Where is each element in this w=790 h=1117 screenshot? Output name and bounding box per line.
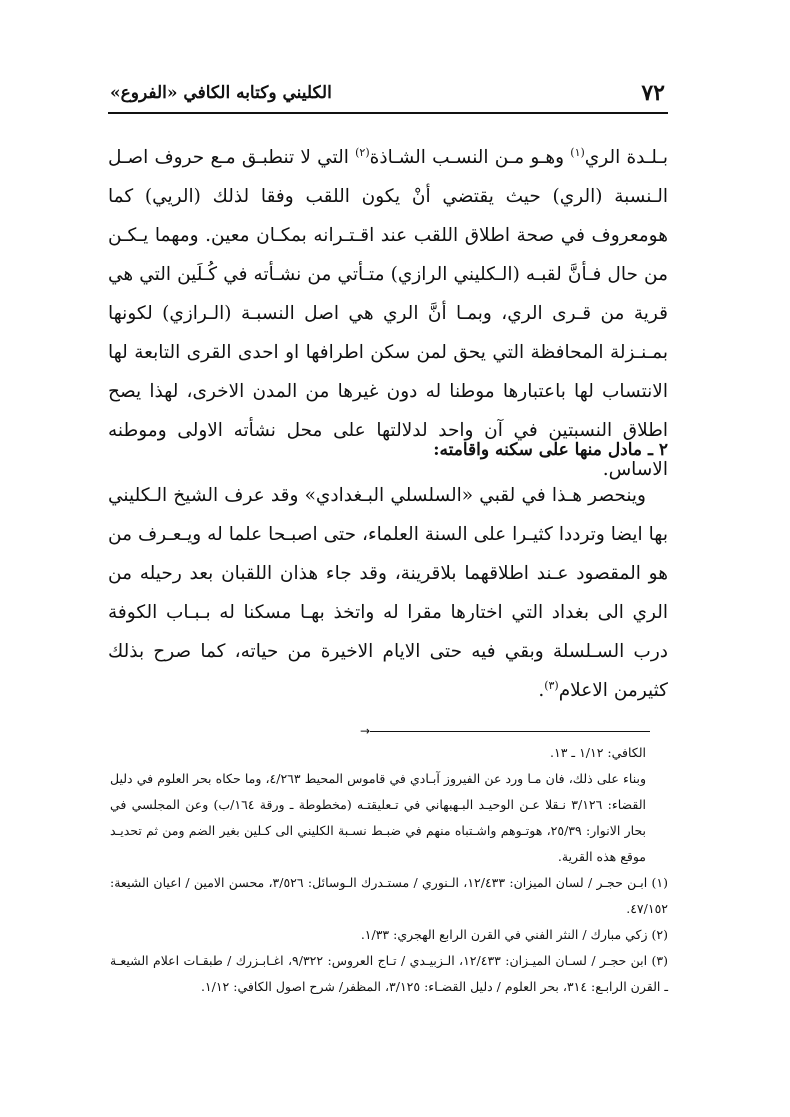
footnote-continuation-line-2: وبناء على ذلك، فان مـا ورد عن الفيروز آبـادي في قاموس المحيط ٤/٢٦٣، وما حكاه بحر العلوم في دليل القضاء: ٣/١٢٦ نـقلا عـن الوحيـد البـهبهاني في تـعليقتـه (مخطوطة ـ ورقة ١٦٤/ب) وعن المجلسي في بحار الانوار: ٢٥/٣٩، هوتـوهم واشـتباه منهم في ضبـط نسـبة الكليني الى كـلين بغير الضم ومن ثم تحديـد موقع هذه القرية. <box>110 771 646 864</box>
footnote-2: (٢) زكي مبارك / النثر الفني في القرن الرابع الهجري: ١/٣٣. <box>360 927 668 942</box>
paragraph-1-text-c: التي لا تنطبـق مـع حروف اصـل الـنسبة (الري) حيث يقتضي أنْ يكون اللقب وفقا لذلك (الريي) كما هومعروف في صحة اطلاق اللقب عند اقـتـرانه بمكـان معين. ومهما يـكـن من حال فـأنَّ لقبـه (الـكليني الرازي) متـأتي من نشـأته في كُـلَين التي هي قرية من قـرى الري، وبمـا أنَّ الري هي اصل النسبـة (الـرازي) لكونها بمـنـزلة المحافظة التي يحق لمن سكن اطرافها او احدى القرى التابعة لها الانتساب لها باعتبارها موطنا له دون غيرها من المدن الاخرى، لهذا يصح اطلاق النسبتين في آن واحد لدلالتها على محل نشأته الاولى وموطنه الاساس. <box>108 147 668 480</box>
paragraph-2 <box>108 476 668 710</box>
footnote-1: (١) ابـن حجـر / لسان الميزان: ١٢/٤٣٣، الـنوري / مستـدرك الـوسائل: ٣/٥٢٦، محسن الامين / اعيان الشيعة: ٤٧/١٥٢. <box>110 875 669 916</box>
paragraph-1 <box>108 138 668 489</box>
footnote-continuation-arrow-icon: → <box>360 724 371 738</box>
page-header <box>110 78 665 108</box>
footnotes <box>110 740 668 1000</box>
paragraph-1-text-a: بـلـدة الري <box>584 147 668 168</box>
footnote-ref-2: (٢) <box>355 145 370 159</box>
paragraph-2-text-a: وينحصر هـذا في لقبي «السلسلي البـغدادي» وقد عرف الشيخ الـكليني بها ايضا وترددا كثيـرا على السنة العلماء، حتى اصبـحا علما له ويـعـرف من هو المقصود عـند اطلاقهما بلاقرينة، وقد جاء هذان اللقبان بعد رحيله من الري الى بغداد التي اختارها مقرا له واتخذ بهـا مسكنا له بـبـاب الكوفة درب السـلسلة وبقي فيه حتى الايام الاخيرة من حياته، كما صرح بذلك كثيرمن الاعلام <box>108 485 668 701</box>
running-title: الكليني وكتابه الكافي «الفروع» <box>110 83 332 103</box>
section-heading: ٢ ـ مادل منها على سكنه واقامته: <box>433 440 668 460</box>
footnote-ref-3: (٣) <box>544 678 559 692</box>
header-rule <box>108 112 668 114</box>
footnote-rule <box>370 731 650 732</box>
page-number: ٧٢ <box>641 80 665 106</box>
paragraph-1-text-b: وهـو مـن النسـب الشـاذة <box>369 147 571 168</box>
footnote-3: (٣) ابن حجـر / لسـان الميـزان: ١٢/٤٣٣، الـزبيـدي / تـاج العروس: ٩/٣٢٢، اغـابـزرك / طبقـات اعلام الشيعـة ـ القرن الرابـع: ٣١٤، بحر العلوم / دليل القضـاء: ٣/١٢٥، المظفر/ شرح اصول الكافي: ١/١٢. <box>110 953 668 994</box>
paragraph-2-text-b: . <box>538 680 545 701</box>
footnote-ref-1: (١) <box>570 145 585 159</box>
footnote-continuation-line-1: الكافي: ١/١٢ ـ ١٣. <box>550 745 646 760</box>
